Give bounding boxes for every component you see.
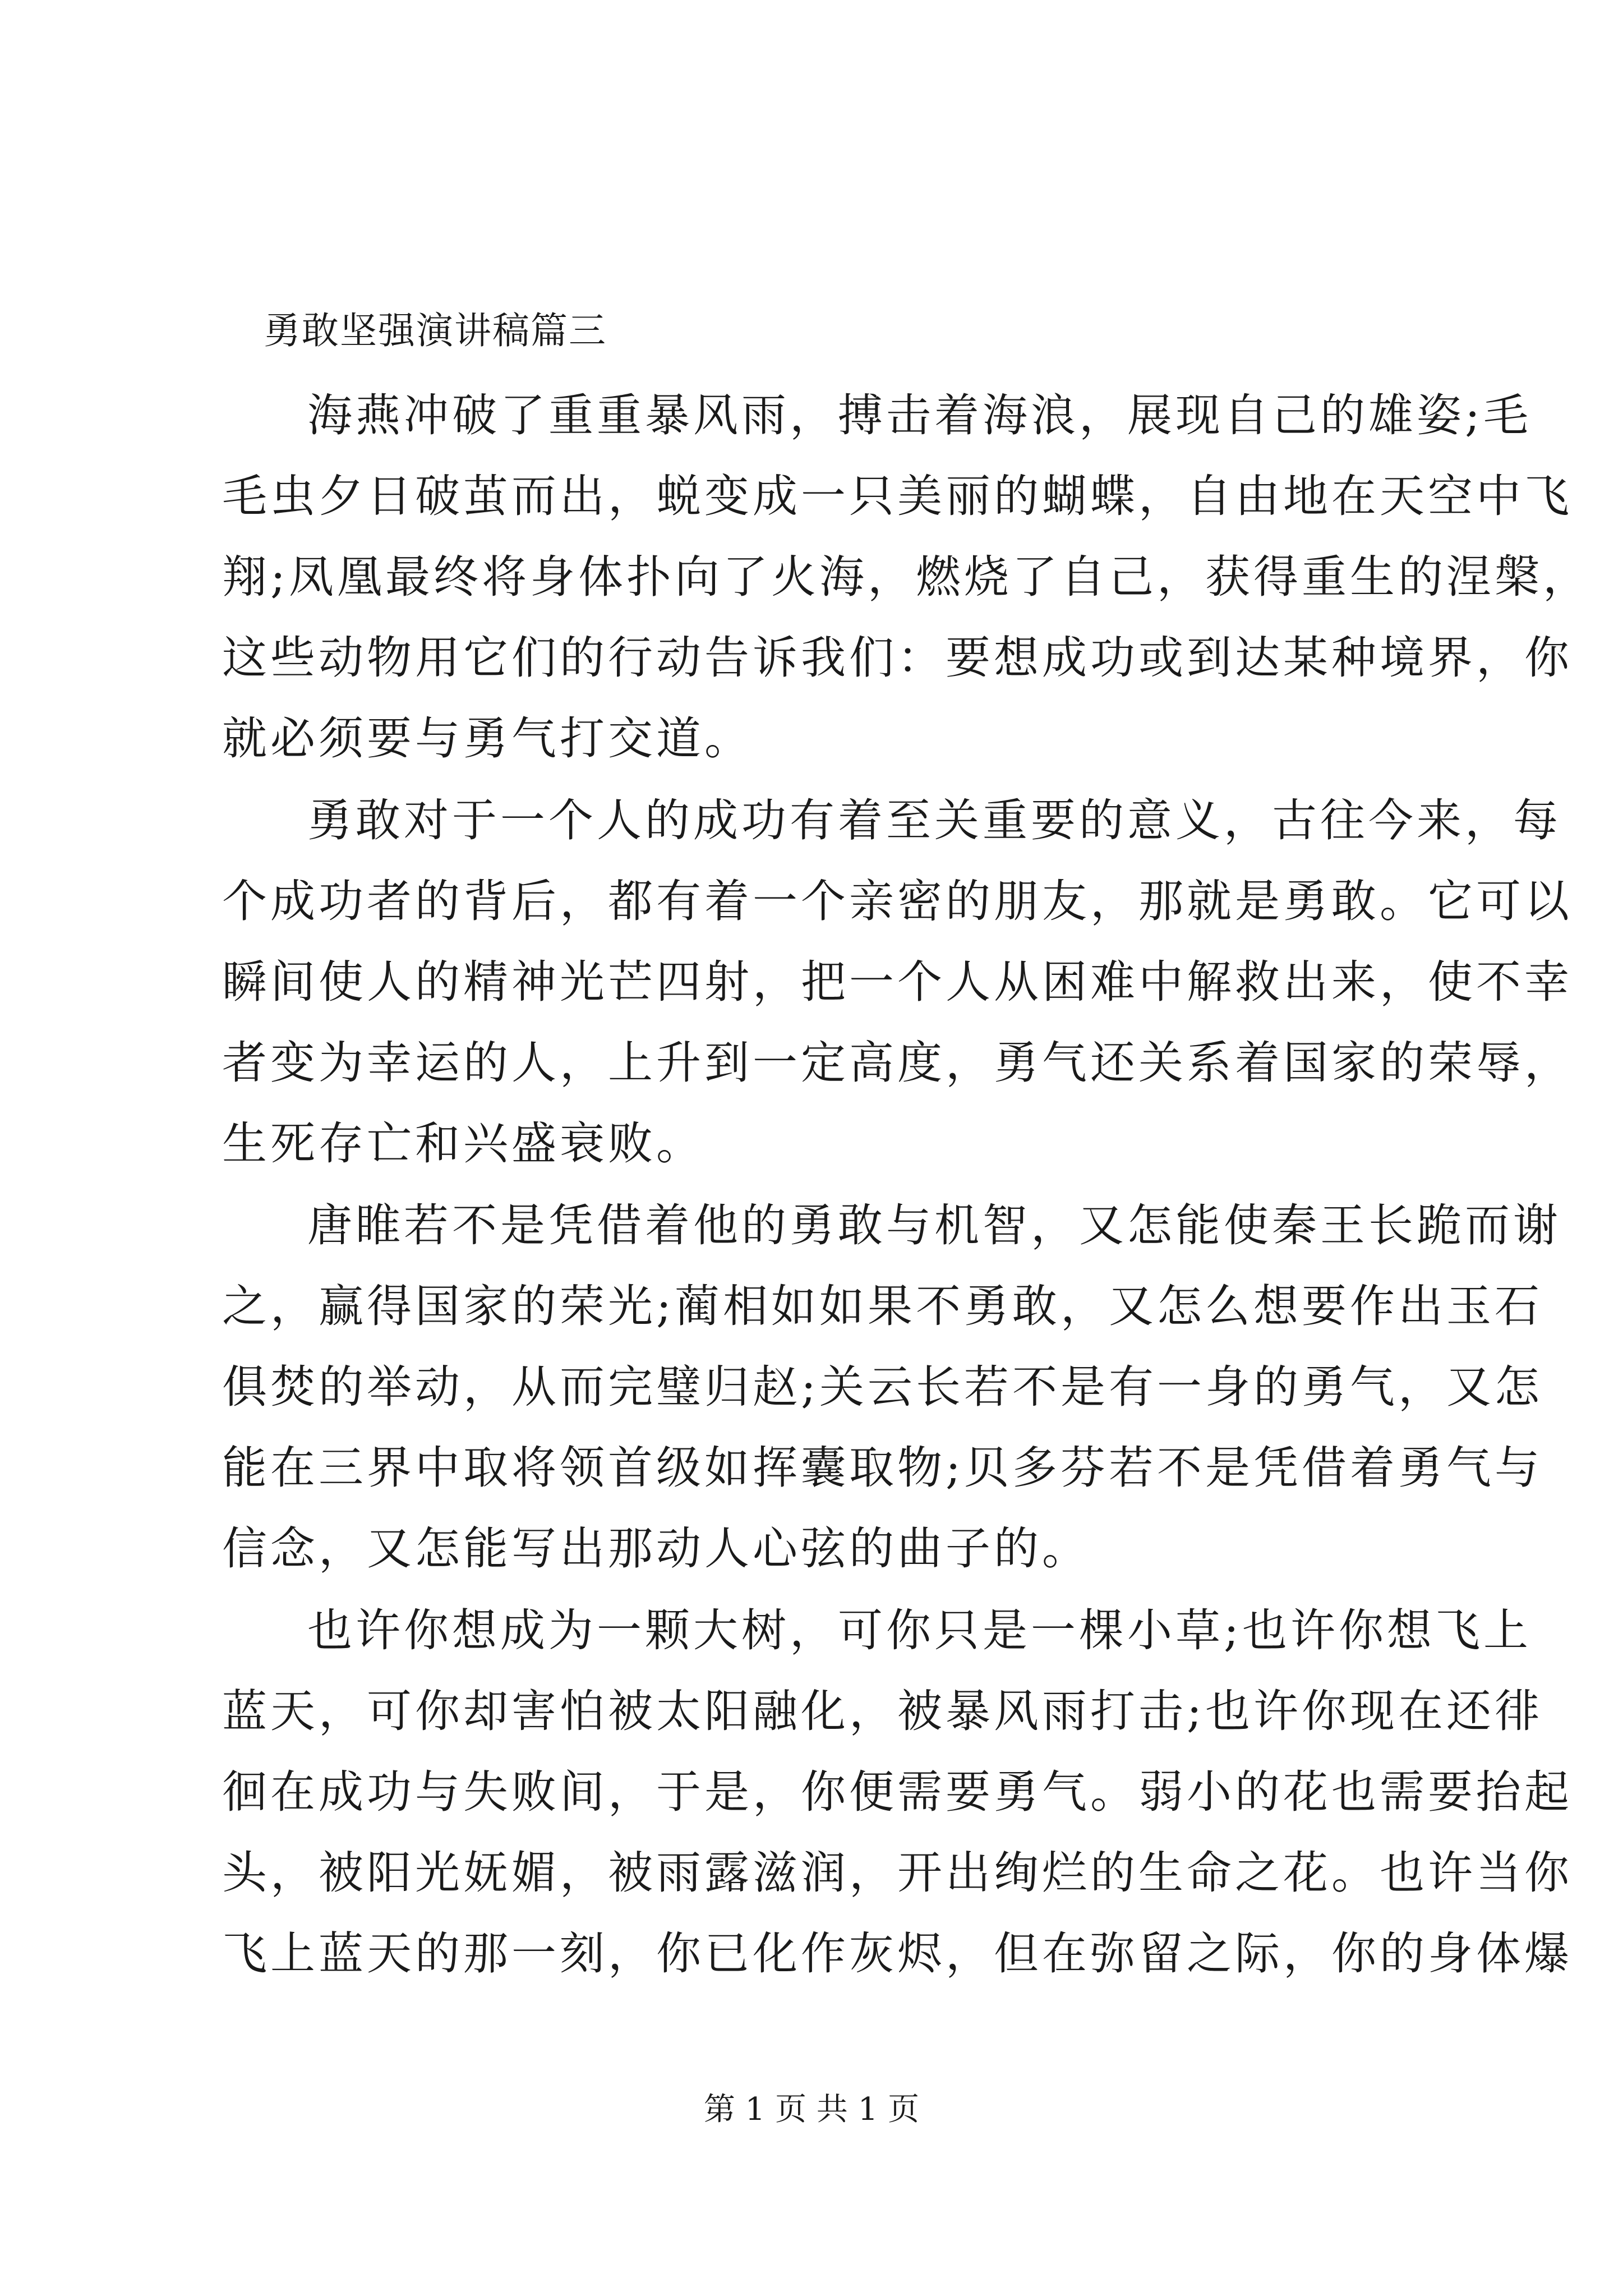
paragraph-3-line-1: 唐睢若不是凭借着他的勇敢与机智，又怎能使秦王长跪而谢	[307, 1199, 1561, 1251]
paragraph-3-line-5: 信念，又怎能写出那动人心弦的曲子的。	[222, 1522, 1090, 1575]
paragraph-2-line-2: 个成功者的背后，都有着一个亲密的朋友，那就是勇敢。它可以	[222, 875, 1573, 927]
paragraph-2-line-5: 生死存亡和兴盛衰败。	[222, 1117, 704, 1170]
paragraph-4-line-5: 飞上蓝天的那一刻，你已化作灰烬，但在弥留之际，你的身体爆	[222, 1927, 1573, 1980]
paragraph-2-line-1: 勇敢对于一个人的成功有着至关重要的意义，古往今来，每	[307, 794, 1561, 846]
page-footer: 第 1 页 共 1 页	[703, 2091, 920, 2128]
paragraph-1-line-5: 就必须要与勇气打交道。	[222, 712, 753, 765]
paragraph-2-line-3: 瞬间使人的精神光芒四射，把一个人从困难中解救出来，使不幸	[222, 956, 1573, 1008]
paragraph-3-line-3: 俱焚的举动，从而完璧归赵;关云长若不是有一身的勇气，又怎	[222, 1361, 1543, 1413]
document-title: 勇敢坚强演讲稿篇三	[264, 309, 607, 352]
paragraph-1-line-1: 海燕冲破了重重暴风雨，搏击着海浪，展现自己的雄姿;毛	[307, 389, 1532, 441]
paragraph-3-line-2: 之，赢得国家的荣光;蔺相如如果不勇敢，又怎么想要作出玉石	[222, 1280, 1543, 1332]
paragraph-1-line-3: 翔;凤凰最终将身体扑向了火海，燃烧了自己，获得重生的涅槃，	[222, 551, 1591, 603]
paragraph-4-line-4: 头，被阳光妩媚，被雨露滋润，开出绚烂的生命之花。也许当你	[222, 1847, 1573, 1899]
paragraph-1-line-2: 毛虫夕日破茧而出，蜕变成一只美丽的蝴蝶，自由地在天空中飞	[222, 470, 1573, 522]
paragraph-3-line-4: 能在三界中取将领首级如挥囊取物;贝多芬若不是凭借着勇气与	[222, 1442, 1543, 1494]
paragraph-1-line-4: 这些动物用它们的行动告诉我们：要想成功或到达某种境界，你	[222, 632, 1573, 684]
paragraph-4-line-2: 蓝天，可你却害怕被太阳融化，被暴风雨打击;也许你现在还徘	[222, 1685, 1543, 1737]
paragraph-4-line-3: 徊在成功与失败间，于是，你便需要勇气。弱小的花也需要抬起	[222, 1766, 1573, 1818]
paragraph-4-line-1: 也许你想成为一颗大树，可你只是一棵小草;也许你想飞上	[307, 1604, 1532, 1657]
paragraph-2-line-4: 者变为幸运的人，上升到一定高度，勇气还关系着国家的荣辱，	[222, 1037, 1573, 1089]
